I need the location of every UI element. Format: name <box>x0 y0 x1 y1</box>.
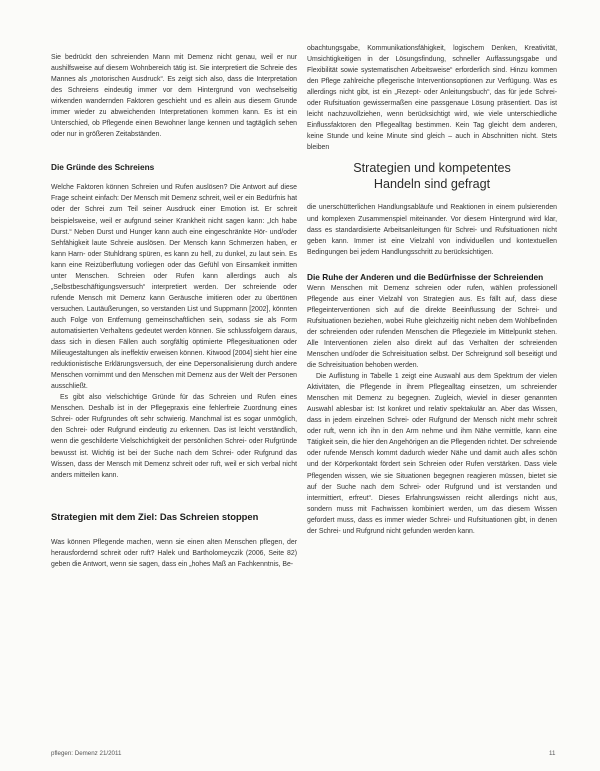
pull-quote <box>307 161 557 192</box>
paragraph: Sie bedrückt den schreienden Mann mit Demenz nicht genau, weil er nur aushilfsweise auf diesem Wohnbereich tätig ist. Sie interpretiert die Schreie des Mannes als „motorischen Ausdruck“. Es zeigt sich also, dass die Interpretation des Schreiens eindeutig immer vor dem Hintergrund von wechselseitig wirkenden wandernden Faktoren geschieht und es allein aus diesem Grunde immer wieder zu abweichenden Interpretationen kommen kann. Es ist ein Unterschied, ob Pflegende einen Bewohner lange kennen und tagtäglich sehen oder nur in größeren Zeitabständen. <box>51 54 297 139</box>
paragraph: die unerschütterlichen Handlungsabläufe und Reaktionen in einem pulsierenden und komplexen Zusammenspiel miteinander. Vor diesem Hintergrund wird klar, dass es standardisierte Arbeitsanleitungen für Schrei- und Rufsituationen nicht geben kann. Immer ist eine Vielzahl von individuellen und kontextuellen Bedingungen bei jedem Handlungsschritt zu berücksichtigen. <box>307 204 557 256</box>
paragraph: Die Auflistung in Tabelle 1 zeigt eine Auswahl aus dem Spektrum der vielen Aktivitäten, die Pflegende in ihrem Pflegealltag einsetzen, um schreiender Menschen mit Demenz zu begegnen. Zugleich, wieviel in dieser genannten Auswahl ablesbar ist: Ist konkret und relativ spektakulär an. Aber das Wissen, dass in jedem einzelnen Schrei- oder Rufgrund der Mensch nicht mehr schreit oder ruft, wenn ich ihn in den Arm nehme und ihm Nähe vermittle, kann eine Tätigkeit sein, die hier den Angehörigen an die Pflegenden richtet. Der schreiende oder rufende Mensch kommt dadurch wieder Nähe und damit auch alles schön und der Körperkontakt fördert sein Schreien oder Rufen verstärken. Dass viele Pflegenden wissen, wie sie Situationen begegnen reagieren müssen, bietet sie auf der Suche nach dem Schrei- oder Rufgrund und ist verstanden und intermittiert, erfreut“. Dieses Erfahrungswissen reicht allerdings nicht aus, sondern muss mit Fachwissen kombiniert werden, um das diesem Wissen gefordert muss, dass es immer wieder Schrei- und Rufsituationen gibt, in denen der Schrei- und Rufgrund nicht gefunden werden kann. <box>307 373 557 535</box>
footer-journal: pflegen: Demenz 21/2011 <box>51 750 122 757</box>
pull-quote-line: Strategien und kompetentes <box>353 161 511 176</box>
paragraph: obachtungsgabe, Kommunikationsfähigkeit, logischem Denken, Kreativität, Umsichtigkeitigen in der Lösungsfindung, schneller Auffassungsgabe und Flexibilität sowie systematischen Arbeitsweise“ erforderlich sind. Hinzu kommen den Pflege zahlreiche pflegerische Interventionsoptionen zur Verfügung. Was es allerdings nicht gibt, ist ein „Rezept- oder Anleitungsbuch“, das für jede Schrei- oder Rufsituation gewissermaßen eine passgenaue Lösung präsentiert. Das ist leicht nachzuvollziehen, wenn berücksichtigt wird, wie viele unterschiedliche Einflussfaktoren den Pflegealltag bestimmen. Kein Tag gleicht dem anderen, keine Stunde und keine Minute sind gleich – auch in Abschnitten nicht. Stets bleiben <box>307 45 557 152</box>
section-heading: Die Ruhe der Anderen und die Bedürfnisse der Schreienden <box>307 271 544 282</box>
section-heading: Strategien mit dem Ziel: Das Schreien stoppen <box>51 510 259 522</box>
paragraph: Es gibt also vielschichtige Gründe für das Schreien und Rufen eines Menschen. Deshalb ist in der Pflegepraxis eine fehlerfreie Zuordnung eines Schrei- oder Rufgrundes oft sehr schwierig. Manchmal ist es sogar unmöglich, den Schrei- oder Rufgrund eindeutig zu erkennen. Das ist leicht verständlich, wenn die geschilderte Vielschichtigkeit der persönlichen Schrei- oder Rufgründe bewusst ist. Wichtig ist bei der Suche nach dem Schrei- oder Rufgrund das Wissen, dass der Mensch mit Demenz schreit oder ruft, weil er sich verbal nicht anders mitteilen kann. <box>51 394 297 479</box>
left-column <box>51 52 297 570</box>
paragraph: Was können Pflegende machen, wenn sie einen alten Menschen pflegen, der herausfordernd schreit oder ruft? Halek und Bartholomeyczik (2006, Seite 82) geben die Antwort, wenn sie sagen, dass ein „hohes Maß an Fachkenntnis, Be- <box>51 538 297 568</box>
right-column <box>307 43 557 537</box>
page-number: 11 <box>549 750 556 757</box>
paragraph: Welche Faktoren können Schreien und Rufen auslösen? Die Antwort auf diese Frage scheint einfach: Der Mensch mit Demenz schreit, weil er ein Bedürfnis hat oder der Schrei zum Teil seiner Ausdruck einer Emotion ist. Er schreit beispielsweise, weil er aufgrund seiner Krankheit nicht sagen kann: „Ich habe Durst.“ Neben Durst und Hunger kann auch eine eingeschränkte Hör- und/oder Sehfähigkeit laute Schreie auslösen. Der Mensch kann Schmerzen haben, er kann Harn- oder Stuhldrang spüren, es kann zu hell, zu dunkel, zu laut sein. Es kann eine Reizüberflutung vorliegen oder das Gefühl von Einsamkeit inmitten unter Menschen. Schreien oder Rufen kann allerdings auch als „Selbstbeschäftigungsversuch“ interpretiert werden. Der schreiende oder rufende Mensch mit Demenz kann Geräusche imitieren oder zu übertönen versuchen. Lautäußerungen, so verstanden List und Suppmann [2002], könnten auch Folge von Entfernung gemeinschaftlichen sein, sodass sie als Form automatisierten Verhaltens gedeutet werden können. Sie schlussfolgern daraus, dass sich in diesen Fällen auch sorgfältig optimierte Pflegesituationen oder Milieugestaltungen als ineffektiv erweisen können. Kitwood [2004] sieht hier eine reduktionistische Erklärungsversuch, der eine Depersonalisierung durch andere Menschen vornimmt und den Menschen mit Demenz aus der Welt der Personen ausschließt. <box>51 184 297 391</box>
section-heading: Die Gründe des Schreiens <box>51 162 155 173</box>
pull-quote-line: Handeln sind gefragt <box>373 176 491 191</box>
paragraph: Wenn Menschen mit Demenz schreien oder rufen, wählen professionell Pflegende aus einer Vielzahl von Strategien aus. Es fällt auf, dass diese Pflegeinterventionen sich auf die direkte Beeinflussung der Schrei- und Rufsituationen beziehen, wobei Ruhe gleichzeitig nicht neben dem Wohlbefinden der schreienden oder rufenden Menschen die Pflegeziele im Mittelpunkt stehen. Alle Interventionen zielen also direkt auf das Verhalten der schreienden Menschen und/oder die Schreisituation selbst. Der Schreigrund soll beseitigt und die Schreisituation behoben werden. <box>307 284 557 370</box>
